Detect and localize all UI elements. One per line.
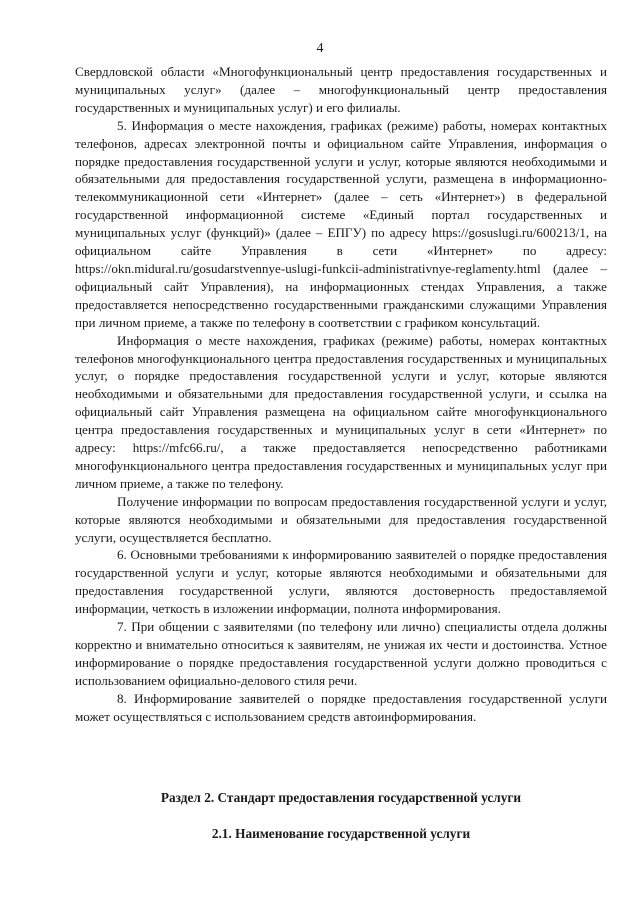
paragraph-item-5: 5. Информация о месте нахождения, графиках (режиме) работы, номерах контактных телефонов, адресах электронной почты и официальном сайте Управления, информация о порядке предоставления государственной услуги и услуг, которые являются необходимыми и обязательными для предоставления государственной услуги, размещена в информационно-телекоммуникационной сети «Интернет» (далее – сеть «Интернет») в федеральной государственной информационной системе «Единый портал государственных и муниципальных услуг (функций)» (далее – ЕПГУ) по адресу https://gosuslugi.ru/600213/1, на официальном сайте Управления в сети «Интернет» по адресу: https://okn.midural.ru/gosudarstvennye-uslugi-funkcii-administrativnye-reglamenty.html (далее – официальный сайт Управления), на информационных стендах Управления, а также предоставляется непосредственно государственными гражданскими служащими Управления при личном приеме, а также по телефону в соответствии с графиком консультаций. (75, 117, 607, 330)
page-number: 4 (316, 41, 324, 56)
paragraph-item-8: 8. Информирование заявителей о порядке предоставления государственной услуги может осуществляться с использованием средств автоинформирования. (75, 690, 607, 724)
subsection-heading: 2.1. Наименование государственной услуги (211, 826, 471, 841)
section-heading: Раздел 2. Стандарт предоставления государственной услуги (160, 790, 522, 805)
paragraph-free-info: Получение информации по вопросам предоставления государственной услуги и услуг, которые являются необходимыми и обязательными для предоставления государственной услуги, осуществляется бесплатно. (75, 493, 607, 545)
paragraph-item-7: 7. При общении с заявителями (по телефону или лично) специалисты отдела должны корректно и внимательно относиться к заявителям, не унижая их чести и достоинства. Устное информирование о порядке предоставления государственной услуги должно проводиться с использованием официально-делового стиля речи. (75, 619, 607, 688)
paragraph-mfc-info: Информация о месте нахождения, графиках (режиме) работы, номерах контактных телефонов многофункционального центра предоставления государственных и муниципальных услуг, о порядке предоставления государственной услуги и услуг, которые являются необходимыми и обязательными для предоставления государственной услуги, и ссылка на официальный сайт Управления размещена на официальном сайте многофункционального центра предоставления государственных и муниципальных услуг в сети «Интернет» по адресу: https://mfc66.ru/, а также предоставляется непосредственно работниками многофункционального центра предоставления государственных и муниципальных услуг при личном приеме, а также по телефону. (75, 332, 607, 491)
paragraph-item-6: 6. Основными требованиями к информированию заявителей о порядке предоставления государственной услуги и услуг, которые являются необходимыми и обязательными для предоставления государственной услуги, являются достоверность предоставляемой информации, четкость в изложении информации, полнота информирования. (75, 547, 607, 617)
document-body (75, 63, 607, 726)
paragraph-intro-continuation: Свердловской области «Многофункциональный центр предоставления государственных и муниципальных услуг» (далее – многофункциональный центр предоставления государственных и муниципальных услуг) и его филиалы. (75, 64, 607, 115)
